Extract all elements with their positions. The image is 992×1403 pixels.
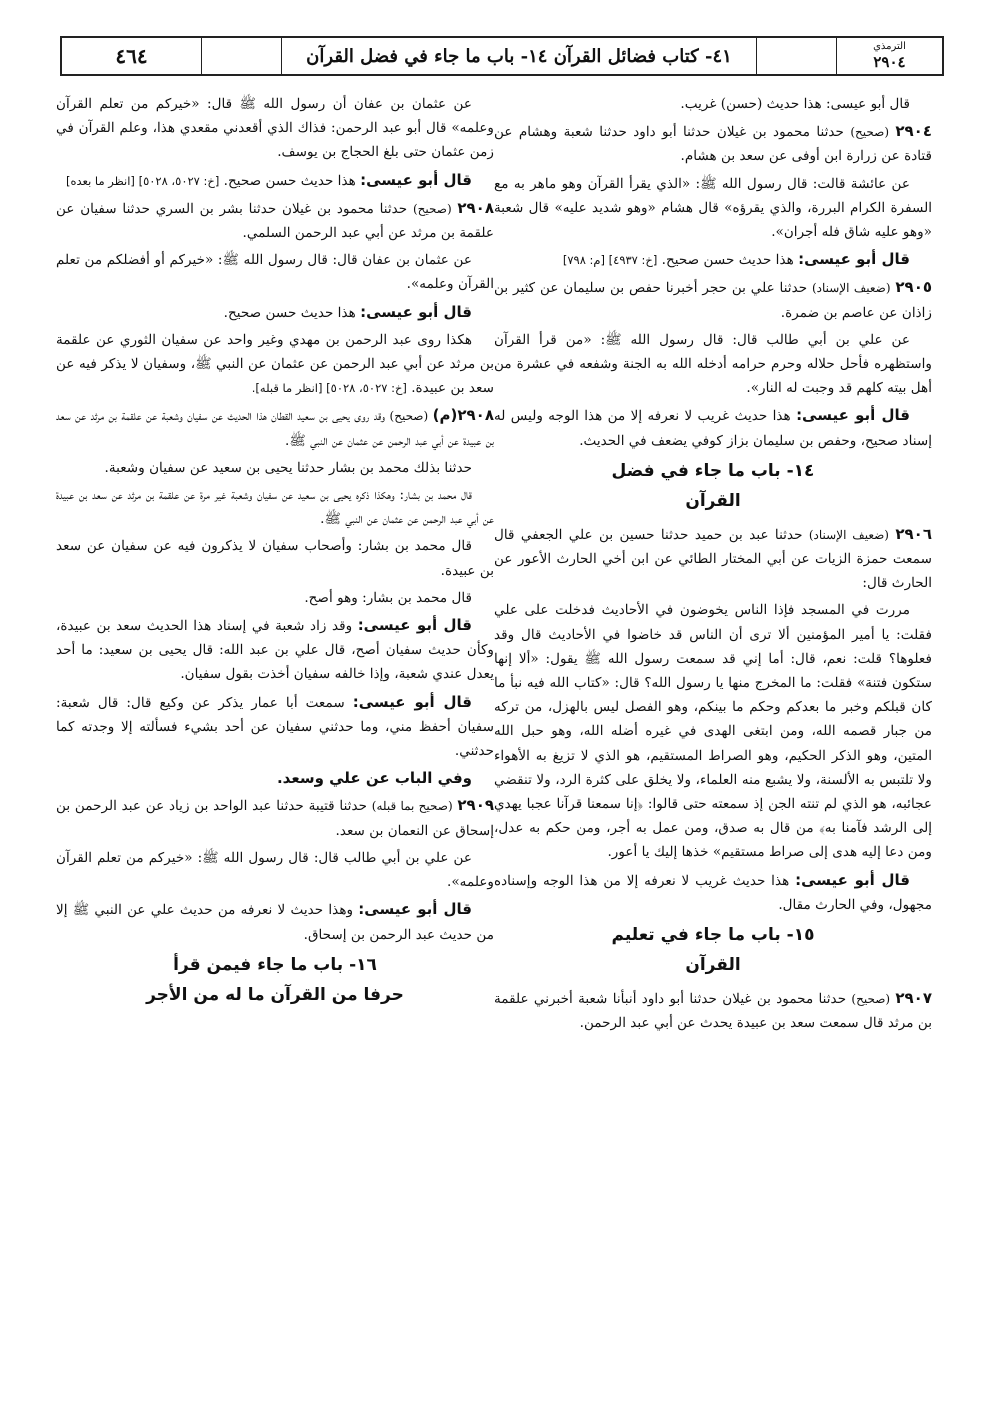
hadith-isnad: حدثنا محمود بن غيلان حدثنا بشر بن السري حدثنا سفيان عن علقمة بن مرثد عن أبي عبد الرحمن السلمي. [56,200,494,242]
commentary-text: سمعت أبا عمار يذكر عن وكيع قال: قال شعبة: سفيان أحفظ مني، وما حدثني سفيان عن أحد بشيء فسألته إلا وجدته كما حدثني. [56,694,494,760]
chapter-title-line: القرآن [685,490,741,511]
paragraph: حدثنا بذلك محمد بن بشار حدثنا يحيى بن سعيد عن سفيان وشعبة. [104,459,472,476]
commentary-text: وقد زاد شعبة في إسناد هذا الحديث سعد بن عبيدة، وكأن حديث سفيان أصح، قال علي بن عبد الله: قال يحيى بن سعيد: ما أحد يعدل عندي شعبة، وإذا خالفه سفيان أخذت بقول سفيان. [56,618,494,683]
paragraph: قال أبو عيسى: هذا حديث (حسن) غريب. [680,96,910,112]
chapter-title-line: ١٦- باب ما جاء فيمن قرأ [173,954,377,975]
right-column [494,92,932,1372]
hadith-matn: عن عثمان بن عفان قال: قال رسول الله ﷺ: «خيركم أو أفضلكم من تعلم القرآن وعلمه». [56,252,494,293]
hadith-number: ٢٩٠٨(م) [432,406,494,425]
hadith-matn: عن عثمان بن عفان أن رسول الله ﷺ قال: «خيركم من تعلم القرآن وعلمه» قال أبو عبد الرحمن: فذاك الذي أقعدني مقعدي هذا، وعلم القرآن في زمن عثمان حتى بلغ الحجاج بن يوسف. [56,96,494,161]
chapter-heading-15 [494,920,932,980]
hadith-matn: عن عائشة قالت: قال رسول الله ﷺ: «الذي يقرأ القرآن وهو ماهر به مع السفرة الكرام البررة، والذي يقرؤه» قال هشام «وهو شديد عليه» قال شعبة «وهو عليه شاق فله أجران». [494,175,932,241]
hadith-grade: (ضعيف الإسناد) [811,281,891,296]
hadith-2908m [56,403,494,452]
hadith-2904 [494,119,932,168]
hadith-2907 [494,986,932,1035]
takhrij-reference: [خ: ٥٠٢٧، ٥٠٢٨] [انظر ما قبله]. [251,381,407,396]
chapter-title-line: حرفا من القرآن ما له من الأجر [146,984,404,1005]
chapter-title-line: القرآن [685,955,741,976]
reference-number: ٢٩٠٤ [873,53,906,71]
hadith-matn: عن علي بن أبي طالب قال: قال رسول الله ﷺ: «خيركم من تعلم القرآن وعلمه». [56,849,494,891]
hadith-isnad: حدثنا قتيبة حدثنا عبد الواحد بن زياد عن عبد الرحمن بن إسحاق عن النعمان بن سعد. [56,798,494,839]
chapter-title-line: ١٤- باب ما جاء في فضل [611,460,815,481]
hadith-2909 [56,793,494,842]
commentary-author: قال أبو عيسى: [352,692,472,711]
commentary-text: هذا حديث غريب لا نعرفه إلا من هذا الوجه وليس له إسناد صحيح، وحفص بن سليمان بزاز كوفي يضعف في الحديث. [494,408,932,449]
commentary-author: قال أبو عيسى: [358,900,473,919]
reference-label: الترمذي [873,41,906,52]
hadith-number: ٢٩٠٤ [895,122,932,141]
hadith-isnad: حدثنا عبد بن حميد حدثنا حسين بن علي الجعفي قال سمعت حمزة الزيات عن أبي المختار الطائي عن ابن أخي الحارث الأعور عن الحارث قال: [494,526,932,592]
hadith-number: ٢٩٠٥ [895,278,932,297]
commentary-author: قال أبو عيسى: [360,302,472,321]
commentary-author: قال أبو عيسى: [798,250,910,269]
hadith-isnad: حدثنا علي بن حجر أخبرنا حفص بن سليمان عن كثير بن زاذان عن عاصم بن ضمرة. [494,280,932,321]
hadith-2905 [494,275,932,324]
commentary-text: وهذا حديث لا نعرفه من حديث علي عن النبي ﷺ إلا من حديث عبد الرحمن بن إسحاق. [56,902,494,943]
chapter-heading-14 [494,456,932,516]
commentary [56,300,494,325]
paragraph: قال محمد بن بشار: وأصحاب سفيان لا يذكرون فيه عن سفيان عن سعد بن عبيدة. [56,538,494,579]
commentary-author: قال أبو عيسى: [360,170,472,189]
hadith-2906 [494,522,932,596]
hadith-grade: (صحيح بما قبله) [371,799,453,814]
commentary [56,613,494,687]
hadith-grade: (صحيح) [850,125,889,140]
hadith-grade: (ضعيف الإسناد) [808,527,889,542]
hadith-isnad: وقد روى يحيى بن سعيد القطان هذا الحديث عن سفيان وشعبة عن علقمة بن مرثد عن سعد بن عبيدة عن أبي عبد الرحمن عن عثمان عن النبي ﷺ. [56,408,494,449]
paragraph-text: هكذا روى عبد الرحمن بن مهدي وغير واحد عن سفيان الثوري عن علقمة بن مرثد عن أبي عبد الرحمن عن عثمان عن النبي ﷺ، وسفيان لا يذكر فيه عن سعد بن عبيدة. [56,331,494,397]
chapter-title-line: ١٥- باب ما جاء في تعليم [611,925,815,946]
left-column [56,92,494,1372]
commentary-text: هذا حديث حسن صحيح. [661,252,794,269]
hadith-number: ٢٩٠٦ [895,524,932,543]
takhrij-reference: [خ: ٥٠٢٧، ٥٠٢٨] [انظر ما بعده] [65,173,220,188]
paragraph [56,328,494,401]
page-number: ٤٦٤ [62,38,202,74]
hadith-number: ٢٩٠٩ [457,796,494,815]
header-spacer-left [202,38,282,74]
commentary-text: هذا حديث حسن صحيح. [223,172,356,189]
hadith-reference [837,38,942,74]
commentary-text: هذا حديث غريب لا نعرفه إلا من هذا الوجه وإسناده مجهول، وفي الحارث مقال. [494,872,932,913]
commentary [494,403,932,452]
commentary [56,897,494,946]
commentary [494,247,932,272]
hadith-isnad: حدثنا محمود بن غيلان حدثنا أبو داود حدثنا شعبة وهشام عن قتادة عن زرارة ابن أوفى عن سعد بن هشام. [494,124,932,165]
hadith-matn: عن علي بن أبي طالب قال: قال رسول الله ﷺ: «من قرأ القرآن واستظهره فأحل حلاله وحرم حرامه أدخله الله به الجنة وشفعه في عشرة من أهل بيته كلهم قد وجبت له النار». [494,331,932,397]
paragraph: قال محمد بن بشار: وهو أصح. [304,589,472,606]
page-header [60,36,944,76]
hadith-grade: (صحيح) [412,201,452,216]
paragraph: وفي الباب عن علي وسعد. [276,769,472,788]
commentary-author: قال أبو عيسى: [357,616,472,635]
header-spacer-right [757,38,837,74]
hadith-grade: (صحيح) [851,992,891,1007]
commentary-text: هذا حديث حسن صحيح. [223,304,356,321]
takhrij-reference: [خ: ٤٩٣٧] [م: ٧٩٨] [562,253,658,268]
hadith-grade: (صحيح) [389,409,429,424]
paragraph: قال محمد بن بشار: وهكذا ذكره يحيى بن سعيد عن سفيان وشعبة غير مرة عن علقمة بن مرثد عن سعد بن عبيدة عن أبي عبد الرحمن عن عثمان عن النبي ﷺ. [56,487,494,528]
commentary [494,868,932,917]
commentary-author: قال أبو عيسى: [796,406,910,425]
hadith-matn: مررت في المسجد فإذا الناس يخوضون في الأحاديث فدخلت على علي فقلت: يا أمير المؤمنين ألا ترى أن الناس قد خاضوا في الأحاديث قال وقد فعلوها؟ قلت: نعم، قال: أما إني قد سمعت رسول الله ﷺ يقول: «ألا إنها ستكون فتنة» فقلت: ما المخرج منها يا رسول الله؟ قال: «كتاب الله فيه نبأ ما كان قبلكم وخبر ما بعدكم وحكم ما بينكم، وهو الفصل ليس بالهزل، من تركه من جبار قصمه الله، ومن ابتغى الهدى في غيره أضله الله، وهو حبل الله المتين، وهو الذكر الحكيم، وهو الصراط المستقيم، هو الذي لا تزيغ به الأهواء ولا تلتبس به الألسنة، ولا يشبع منه العلماء، ولا يخلق على كثرة الرد، ولا تنقضي عجائبه، هو الذي لم تنته الجن إذ سمعته حتى قالوا: ﴿إنا سمعنا قرآنا عجبا يهدي إلى الرشد فآمنا به﴾ من قال به صدق، ومن عمل به أجر، ومن حكم به عدل، ومن دعا إليه هدى إلى صراط مستقيم» خذها إليك يا أعور. [494,602,932,861]
commentary [56,690,494,764]
hadith-isnad: حدثنا محمود بن غيلان حدثنا أبو داود أنبأنا شعبة أخبرني علقمة بن مرثد قال سمعت سعد بن عبيدة يحدث عن أبي عبد الرحمن. [494,991,932,1032]
running-title: ٤١- كتاب فضائل القرآن ١٤- باب ما جاء في فضل القرآن [282,38,757,74]
hadith-number: ٢٩٠٧ [895,989,932,1008]
commentary [56,168,494,193]
hadith-number: ٢٩٠٨ [457,198,494,217]
hadith-2908 [56,196,494,245]
chapter-heading-16 [56,950,494,1010]
commentary-author: قال أبو عيسى: [795,870,910,889]
